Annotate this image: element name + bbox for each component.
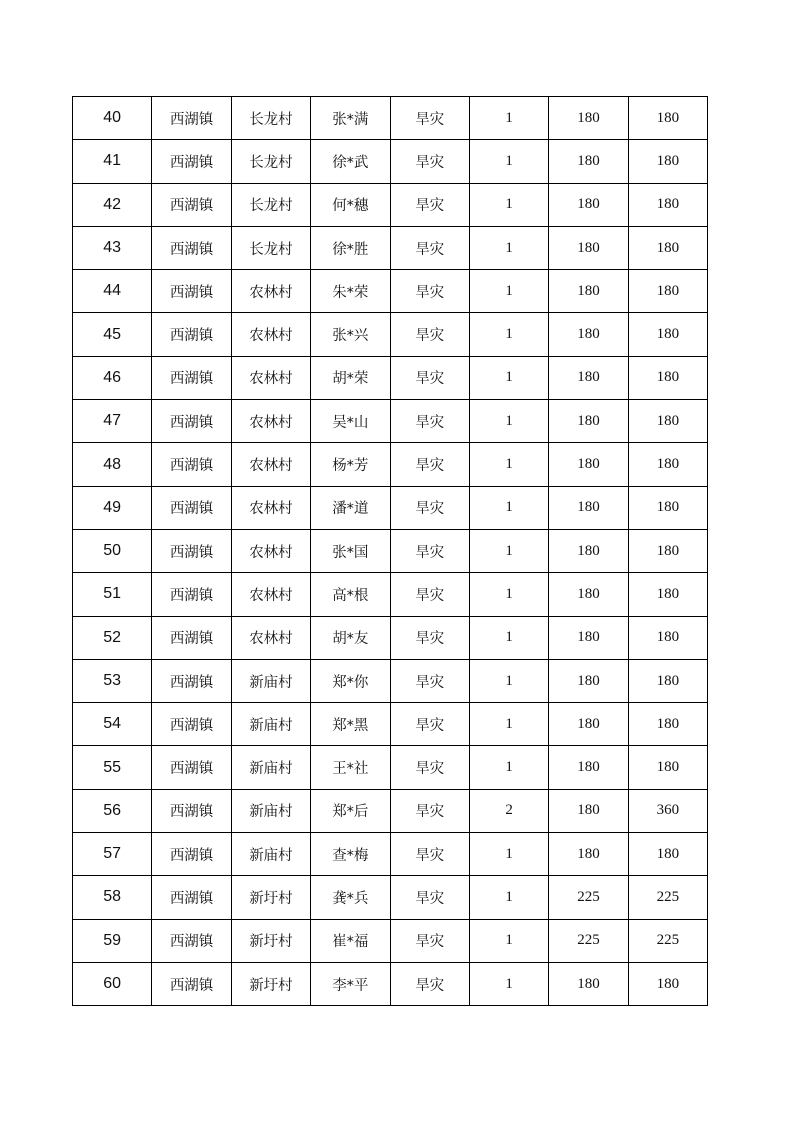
village-cell: 新圩村 bbox=[231, 876, 310, 919]
village-cell: 新庙村 bbox=[231, 659, 310, 702]
amount-cell: 180 bbox=[628, 573, 707, 616]
row-number-cell: 42 bbox=[73, 183, 152, 226]
count-cell: 1 bbox=[469, 356, 548, 399]
amount-cell: 180 bbox=[628, 443, 707, 486]
standard-cell: 180 bbox=[549, 356, 628, 399]
village-cell: 长龙村 bbox=[231, 226, 310, 269]
name-cell: 郑*后 bbox=[311, 789, 390, 832]
village-cell: 农林村 bbox=[231, 356, 310, 399]
count-cell: 1 bbox=[469, 97, 548, 140]
town-cell: 西湖镇 bbox=[152, 486, 231, 529]
disaster-type-cell: 旱灾 bbox=[390, 97, 469, 140]
disaster-type-cell: 旱灾 bbox=[390, 703, 469, 746]
count-cell: 1 bbox=[469, 183, 548, 226]
village-cell: 新庙村 bbox=[231, 789, 310, 832]
table-row bbox=[73, 270, 708, 313]
amount-cell: 180 bbox=[628, 97, 707, 140]
disaster-type-cell: 旱灾 bbox=[390, 183, 469, 226]
table-row bbox=[73, 97, 708, 140]
amount-cell: 180 bbox=[628, 270, 707, 313]
village-cell: 农林村 bbox=[231, 270, 310, 313]
count-cell: 1 bbox=[469, 226, 548, 269]
name-cell: 郑*你 bbox=[311, 659, 390, 702]
amount-cell: 180 bbox=[628, 616, 707, 659]
standard-cell: 180 bbox=[549, 486, 628, 529]
standard-cell: 180 bbox=[549, 226, 628, 269]
village-cell: 长龙村 bbox=[231, 97, 310, 140]
disaster-type-cell: 旱灾 bbox=[390, 356, 469, 399]
table-row bbox=[73, 703, 708, 746]
row-number-cell: 50 bbox=[73, 529, 152, 572]
disaster-type-cell: 旱灾 bbox=[390, 313, 469, 356]
count-cell: 1 bbox=[469, 400, 548, 443]
amount-cell: 225 bbox=[628, 919, 707, 962]
amount-cell: 180 bbox=[628, 226, 707, 269]
table-row bbox=[73, 616, 708, 659]
standard-cell: 180 bbox=[549, 746, 628, 789]
row-number-cell: 44 bbox=[73, 270, 152, 313]
village-cell: 长龙村 bbox=[231, 140, 310, 183]
row-number-cell: 40 bbox=[73, 97, 152, 140]
village-cell: 农林村 bbox=[231, 573, 310, 616]
name-cell: 张*兴 bbox=[311, 313, 390, 356]
disaster-type-cell: 旱灾 bbox=[390, 876, 469, 919]
town-cell: 西湖镇 bbox=[152, 226, 231, 269]
village-cell: 农林村 bbox=[231, 400, 310, 443]
table-row bbox=[73, 356, 708, 399]
town-cell: 西湖镇 bbox=[152, 746, 231, 789]
table-row bbox=[73, 962, 708, 1005]
amount-cell: 180 bbox=[628, 140, 707, 183]
town-cell: 西湖镇 bbox=[152, 616, 231, 659]
count-cell: 1 bbox=[469, 659, 548, 702]
amount-cell: 360 bbox=[628, 789, 707, 832]
amount-cell: 180 bbox=[628, 183, 707, 226]
town-cell: 西湖镇 bbox=[152, 270, 231, 313]
name-cell: 高*根 bbox=[311, 573, 390, 616]
name-cell: 胡*荣 bbox=[311, 356, 390, 399]
standard-cell: 180 bbox=[549, 183, 628, 226]
amount-cell: 180 bbox=[628, 746, 707, 789]
disaster-type-cell: 旱灾 bbox=[390, 833, 469, 876]
table-row bbox=[73, 659, 708, 702]
table-row bbox=[73, 486, 708, 529]
standard-cell: 180 bbox=[549, 270, 628, 313]
disaster-type-cell: 旱灾 bbox=[390, 919, 469, 962]
village-cell: 农林村 bbox=[231, 443, 310, 486]
row-number-cell: 60 bbox=[73, 962, 152, 1005]
town-cell: 西湖镇 bbox=[152, 97, 231, 140]
standard-cell: 180 bbox=[549, 616, 628, 659]
amount-cell: 180 bbox=[628, 529, 707, 572]
standard-cell: 180 bbox=[549, 529, 628, 572]
town-cell: 西湖镇 bbox=[152, 400, 231, 443]
count-cell: 1 bbox=[469, 573, 548, 616]
village-cell: 新庙村 bbox=[231, 833, 310, 876]
disaster-type-cell: 旱灾 bbox=[390, 616, 469, 659]
table-row bbox=[73, 443, 708, 486]
count-cell: 1 bbox=[469, 313, 548, 356]
count-cell: 1 bbox=[469, 919, 548, 962]
row-number-cell: 53 bbox=[73, 659, 152, 702]
town-cell: 西湖镇 bbox=[152, 833, 231, 876]
row-number-cell: 41 bbox=[73, 140, 152, 183]
disaster-type-cell: 旱灾 bbox=[390, 962, 469, 1005]
disaster-type-cell: 旱灾 bbox=[390, 573, 469, 616]
row-number-cell: 47 bbox=[73, 400, 152, 443]
name-cell: 查*梅 bbox=[311, 833, 390, 876]
name-cell: 张*满 bbox=[311, 97, 390, 140]
standard-cell: 180 bbox=[549, 573, 628, 616]
relief-table bbox=[72, 96, 708, 1006]
table-row bbox=[73, 573, 708, 616]
disaster-type-cell: 旱灾 bbox=[390, 789, 469, 832]
disaster-type-cell: 旱灾 bbox=[390, 270, 469, 313]
row-number-cell: 48 bbox=[73, 443, 152, 486]
amount-cell: 180 bbox=[628, 659, 707, 702]
count-cell: 1 bbox=[469, 486, 548, 529]
standard-cell: 180 bbox=[549, 313, 628, 356]
count-cell: 1 bbox=[469, 270, 548, 313]
amount-cell: 180 bbox=[628, 400, 707, 443]
table-row bbox=[73, 313, 708, 356]
count-cell: 1 bbox=[469, 529, 548, 572]
standard-cell: 225 bbox=[549, 876, 628, 919]
table-row bbox=[73, 400, 708, 443]
count-cell: 1 bbox=[469, 876, 548, 919]
count-cell: 1 bbox=[469, 140, 548, 183]
disaster-type-cell: 旱灾 bbox=[390, 400, 469, 443]
amount-cell: 180 bbox=[628, 486, 707, 529]
village-cell: 农林村 bbox=[231, 616, 310, 659]
town-cell: 西湖镇 bbox=[152, 573, 231, 616]
standard-cell: 225 bbox=[549, 919, 628, 962]
table-row bbox=[73, 919, 708, 962]
row-number-cell: 55 bbox=[73, 746, 152, 789]
standard-cell: 180 bbox=[549, 703, 628, 746]
standard-cell: 180 bbox=[549, 443, 628, 486]
table-row bbox=[73, 746, 708, 789]
town-cell: 西湖镇 bbox=[152, 529, 231, 572]
count-cell: 2 bbox=[469, 789, 548, 832]
town-cell: 西湖镇 bbox=[152, 183, 231, 226]
table-row bbox=[73, 226, 708, 269]
disaster-type-cell: 旱灾 bbox=[390, 486, 469, 529]
row-number-cell: 46 bbox=[73, 356, 152, 399]
village-cell: 新庙村 bbox=[231, 746, 310, 789]
amount-cell: 180 bbox=[628, 833, 707, 876]
table-row bbox=[73, 183, 708, 226]
standard-cell: 180 bbox=[549, 97, 628, 140]
village-cell: 农林村 bbox=[231, 486, 310, 529]
row-number-cell: 56 bbox=[73, 789, 152, 832]
count-cell: 1 bbox=[469, 703, 548, 746]
amount-cell: 180 bbox=[628, 703, 707, 746]
row-number-cell: 49 bbox=[73, 486, 152, 529]
disaster-type-cell: 旱灾 bbox=[390, 140, 469, 183]
amount-cell: 180 bbox=[628, 962, 707, 1005]
table-row bbox=[73, 833, 708, 876]
name-cell: 崔*福 bbox=[311, 919, 390, 962]
village-cell: 农林村 bbox=[231, 529, 310, 572]
table-row bbox=[73, 140, 708, 183]
town-cell: 西湖镇 bbox=[152, 876, 231, 919]
village-cell: 新圩村 bbox=[231, 962, 310, 1005]
name-cell: 郑*黑 bbox=[311, 703, 390, 746]
town-cell: 西湖镇 bbox=[152, 789, 231, 832]
table-row bbox=[73, 876, 708, 919]
count-cell: 1 bbox=[469, 746, 548, 789]
table-row bbox=[73, 789, 708, 832]
standard-cell: 180 bbox=[549, 140, 628, 183]
count-cell: 1 bbox=[469, 833, 548, 876]
row-number-cell: 58 bbox=[73, 876, 152, 919]
name-cell: 胡*友 bbox=[311, 616, 390, 659]
standard-cell: 180 bbox=[549, 659, 628, 702]
town-cell: 西湖镇 bbox=[152, 356, 231, 399]
town-cell: 西湖镇 bbox=[152, 443, 231, 486]
row-number-cell: 57 bbox=[73, 833, 152, 876]
row-number-cell: 59 bbox=[73, 919, 152, 962]
count-cell: 1 bbox=[469, 443, 548, 486]
town-cell: 西湖镇 bbox=[152, 659, 231, 702]
name-cell: 何*穗 bbox=[311, 183, 390, 226]
disaster-type-cell: 旱灾 bbox=[390, 746, 469, 789]
disaster-type-cell: 旱灾 bbox=[390, 659, 469, 702]
town-cell: 西湖镇 bbox=[152, 962, 231, 1005]
name-cell: 李*平 bbox=[311, 962, 390, 1005]
town-cell: 西湖镇 bbox=[152, 313, 231, 356]
name-cell: 徐*武 bbox=[311, 140, 390, 183]
name-cell: 王*社 bbox=[311, 746, 390, 789]
village-cell: 农林村 bbox=[231, 313, 310, 356]
village-cell: 新圩村 bbox=[231, 919, 310, 962]
row-number-cell: 52 bbox=[73, 616, 152, 659]
standard-cell: 180 bbox=[549, 833, 628, 876]
name-cell: 杨*芳 bbox=[311, 443, 390, 486]
disaster-type-cell: 旱灾 bbox=[390, 443, 469, 486]
row-number-cell: 43 bbox=[73, 226, 152, 269]
name-cell: 徐*胜 bbox=[311, 226, 390, 269]
name-cell: 张*国 bbox=[311, 529, 390, 572]
name-cell: 潘*道 bbox=[311, 486, 390, 529]
row-number-cell: 51 bbox=[73, 573, 152, 616]
table-row bbox=[73, 529, 708, 572]
disaster-type-cell: 旱灾 bbox=[390, 529, 469, 572]
name-cell: 龚*兵 bbox=[311, 876, 390, 919]
row-number-cell: 54 bbox=[73, 703, 152, 746]
name-cell: 吴*山 bbox=[311, 400, 390, 443]
standard-cell: 180 bbox=[549, 400, 628, 443]
village-cell: 长龙村 bbox=[231, 183, 310, 226]
amount-cell: 180 bbox=[628, 356, 707, 399]
amount-cell: 225 bbox=[628, 876, 707, 919]
town-cell: 西湖镇 bbox=[152, 919, 231, 962]
village-cell: 新庙村 bbox=[231, 703, 310, 746]
count-cell: 1 bbox=[469, 962, 548, 1005]
row-number-cell: 45 bbox=[73, 313, 152, 356]
disaster-type-cell: 旱灾 bbox=[390, 226, 469, 269]
name-cell: 朱*荣 bbox=[311, 270, 390, 313]
town-cell: 西湖镇 bbox=[152, 140, 231, 183]
standard-cell: 180 bbox=[549, 789, 628, 832]
amount-cell: 180 bbox=[628, 313, 707, 356]
standard-cell: 180 bbox=[549, 962, 628, 1005]
town-cell: 西湖镇 bbox=[152, 703, 231, 746]
count-cell: 1 bbox=[469, 616, 548, 659]
